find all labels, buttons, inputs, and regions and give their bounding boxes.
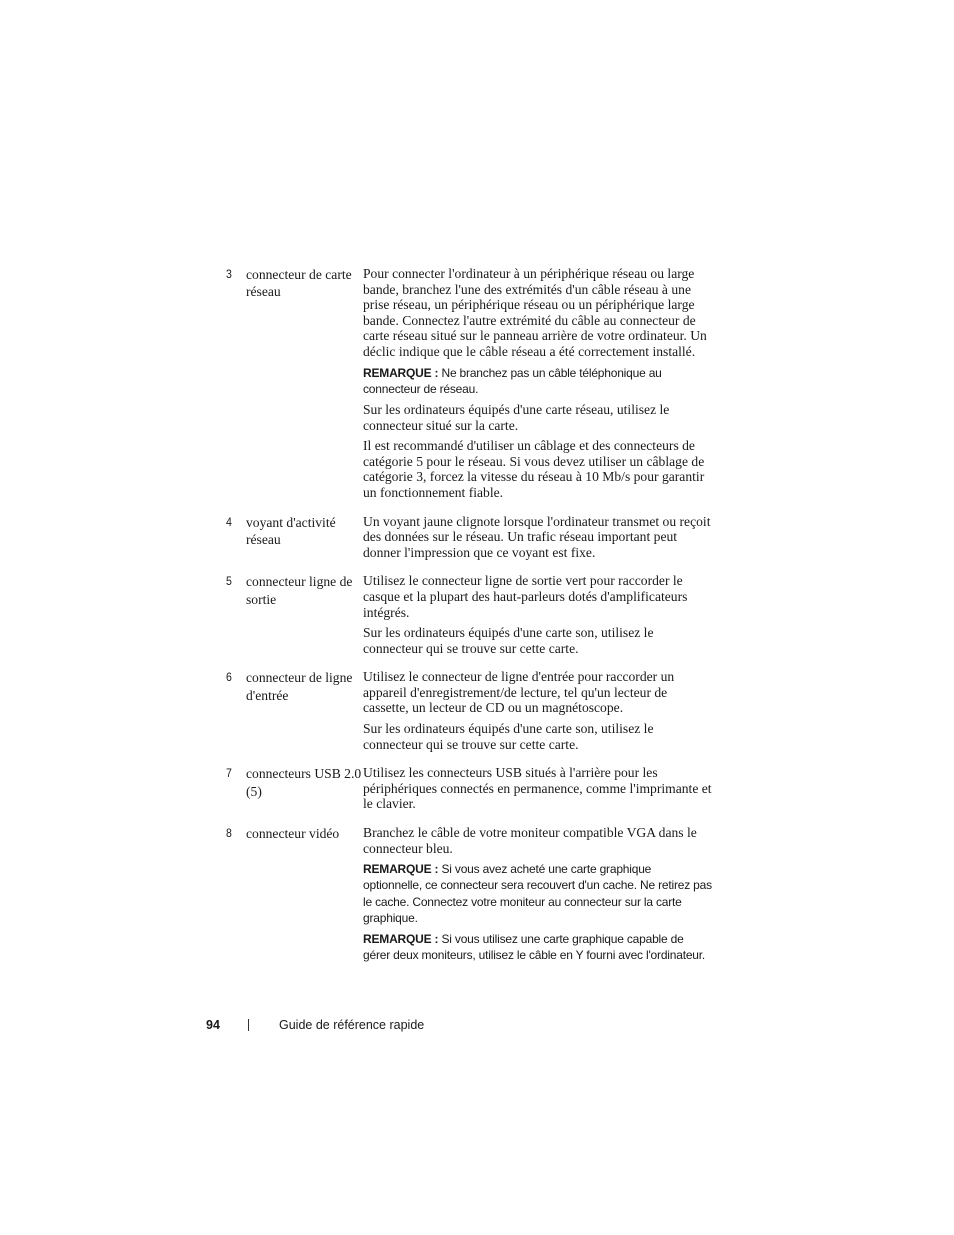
- note: [363, 931, 713, 963]
- row-description: [363, 825, 713, 968]
- row-number: 6: [226, 670, 232, 685]
- table-row: [226, 514, 716, 566]
- row-number: 3: [226, 267, 232, 281]
- table-row: [226, 573, 716, 661]
- row-number: 5: [226, 574, 232, 589]
- footer-divider: [248, 1019, 249, 1031]
- note-text: Ne branchez pas un câble téléphonique au connecteur de réseau.: [363, 365, 662, 396]
- row-label: connecteur de carte réseau: [246, 267, 352, 300]
- row-label: connecteur ligne de sortie: [246, 574, 353, 607]
- footer-title: Guide de référence rapide: [279, 1018, 425, 1032]
- row-description: [363, 765, 713, 817]
- row-description: [363, 573, 713, 661]
- note-text: Si vous avez acheté une carte graphique optionnelle, ce connecteur sera recouvert d'un cache. Ne retirez pas le cache. Connectez votre moniteur au connecteur sur la carte graphique.: [363, 862, 712, 925]
- table-row: [226, 266, 716, 506]
- row-number: 4: [226, 514, 232, 529]
- table-row: [226, 669, 716, 757]
- row-number: 8: [226, 826, 232, 841]
- page-footer: [206, 1015, 424, 1035]
- table-row: [226, 765, 716, 817]
- paragraph: Sur les ordinateurs équipés d'une carte son, utilisez le connecteur qui se trouve sur cette carte.: [363, 625, 654, 656]
- row-description: [363, 669, 713, 757]
- note-key: REMARQUE :: [363, 862, 439, 877]
- row-number: 7: [226, 766, 232, 781]
- paragraph: Utilisez le connecteur de ligne d'entrée pour raccorder un appareil d'enregistrement/de lecture, tel qu'un lecteur de cassette, un lecteur de CD ou un magnétoscope.: [363, 669, 675, 716]
- page-number: 94: [206, 1018, 220, 1032]
- row-label: connecteur vidéo: [246, 826, 340, 842]
- row-label: connecteur de ligne d'entrée: [246, 670, 353, 703]
- note-key: REMARQUE :: [363, 932, 439, 947]
- paragraph: Pour connecter l'ordinateur à un périphérique réseau ou large bande, branchez l'une des extrémités d'un câble réseau à une prise réseau, un périphérique réseau ou un périphérique large bande. Connectez l'autre extrémité du câble au connecteur de carte réseau situé sur le panneau arrière de votre ordinateur. Un déclic indique que le câble réseau a été correctement installé.: [363, 266, 707, 359]
- paragraph: Utilisez le connecteur ligne de sortie vert pour raccorder le casque et la plupart des haut-parleurs dotés d'amplificateurs intégrés.: [363, 573, 688, 620]
- note: [363, 861, 713, 926]
- paragraph: Sur les ordinateurs équipés d'une carte son, utilisez le connecteur qui se trouve sur cette carte.: [363, 721, 654, 752]
- paragraph: Branchez le câble de votre moniteur compatible VGA dans le connecteur bleu.: [363, 825, 697, 856]
- note: [363, 365, 713, 397]
- paragraph: Utilisez les connecteurs USB situés à l'arrière pour les périphériques connectés en permanence, comme l'imprimante et le clavier.: [363, 765, 712, 812]
- paragraph: Sur les ordinateurs équipés d'une carte réseau, utilisez le connecteur situé sur la carte.: [363, 401, 670, 433]
- row-description: [363, 514, 713, 566]
- paragraph: Il est recommandé d'utiliser un câblage et des connecteurs de catégorie 5 pour le réseau. Si vous devez utiliser un câblage de catégorie 3, forcez la vitesse du réseau à 10 Mb/s pour garantir un fonctionnement fiable.: [363, 438, 705, 500]
- paragraph: Un voyant jaune clignote lorsque l'ordinateur transmet ou reçoit des données sur le réseau. Un trafic réseau important peut donner l'impression que ce voyant est fixe.: [363, 513, 711, 560]
- table-row: [226, 825, 716, 968]
- row-description: [363, 266, 713, 506]
- row-label: voyant d'activité réseau: [246, 514, 336, 547]
- note-key: REMARQUE :: [363, 365, 439, 380]
- connector-table: [226, 266, 716, 976]
- row-label: connecteurs USB 2.0 (5): [246, 766, 362, 799]
- note-text: Si vous utilisez une carte graphique capable de gérer deux moniteurs, utilisez le câble en Y fourni avec l'ordinateur.: [363, 932, 706, 963]
